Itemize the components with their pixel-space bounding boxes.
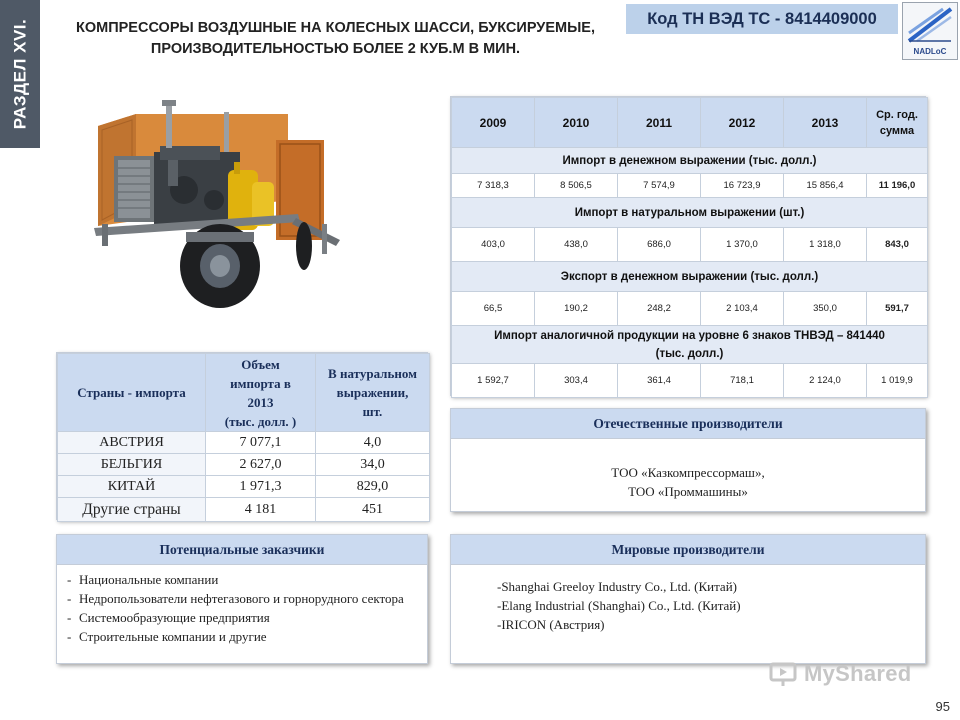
section-title: Импорт в натуральном выражении (шт.) — [452, 198, 928, 228]
value-cell: 248,2 — [618, 292, 701, 326]
domestic-producers-list — [451, 439, 925, 501]
year-header: 2012 — [701, 98, 784, 148]
value-cell: 1 370,0 — [701, 228, 784, 262]
section-title-line-1: Импорт аналогичной продукции на уровне 6 знаков ТНВЭД – 841440 — [494, 329, 885, 342]
country-name: КИТАЙ — [58, 476, 206, 498]
average-cell: 1 019,9 — [867, 364, 928, 398]
customers-list — [57, 565, 427, 646]
value-cell: 8 506,5 — [535, 174, 618, 198]
logo-emblem-icon — [903, 3, 957, 47]
values-row — [452, 228, 928, 262]
country-name: АВСТРИЯ — [58, 432, 206, 454]
country-row — [58, 454, 430, 476]
page-title — [48, 18, 623, 60]
section-title: Импорт в денежном выражении (тыс. долл.) — [452, 148, 928, 174]
volume-header-line: импорта в — [230, 375, 291, 391]
value-cell: 1 592,7 — [452, 364, 535, 398]
country-name: БЕЛЬГИЯ — [58, 454, 206, 476]
potential-customers-box — [56, 534, 428, 664]
watermark-text: MyShared — [804, 661, 912, 686]
section-title-line-2: (тыс. долл.) — [655, 347, 724, 360]
value-cell: 15 856,4 — [784, 174, 867, 198]
tnved-code-label: Код ТН ВЭД ТС - 8414409000 — [647, 9, 877, 28]
quantity-header-line: В натуральном — [328, 366, 417, 381]
country-column-header: Страны - импорта — [58, 354, 206, 432]
average-cell: 11 196,0 — [867, 174, 928, 198]
world-producers-box — [450, 534, 926, 664]
logo-label: NADLoC — [913, 47, 947, 56]
country-row — [58, 432, 430, 454]
table-header-row — [452, 98, 928, 148]
section-tag — [0, 0, 40, 148]
world-producers-title: Мировые производители — [451, 535, 925, 565]
average-header-line-2: сумма — [879, 124, 915, 137]
volume-header-line: (тыс. долл. ) — [224, 413, 297, 429]
country-row — [58, 476, 430, 498]
trade-statistics-table — [450, 96, 926, 396]
value-cell: 718,1 — [701, 364, 784, 398]
value-cell: 7 574,9 — [618, 174, 701, 198]
section-tag-label: РАЗДЕЛ XVI. — [10, 18, 29, 130]
value-cell: 66,5 — [452, 292, 535, 326]
quantity-column-header — [316, 354, 430, 432]
slideshow-icon — [768, 659, 798, 689]
page-title-line-1: КОМПРЕССОРЫ ВОЗДУШНЫЕ НА КОЛЕСНЫХ ШАССИ, БУКСИРУЕМЫЕ, — [76, 20, 595, 36]
value-cell: 350,0 — [784, 292, 867, 326]
value-cell: 190,2 — [535, 292, 618, 326]
values-row — [452, 174, 928, 198]
year-header: 2013 — [784, 98, 867, 148]
value-cell: 7 318,3 — [452, 174, 535, 198]
quantity-header-line: шт. — [362, 404, 383, 419]
country-quantity: 34,0 — [316, 454, 430, 476]
value-cell: 438,0 — [535, 228, 618, 262]
world-producer-item: -Shanghai Greeloy Industry Co., Ltd. (Китай) — [497, 579, 737, 594]
country-quantity: 4,0 — [316, 432, 430, 454]
year-header: 2009 — [452, 98, 535, 148]
page-title-line-2: ПРОИЗВОДИТЕЛЬНОСТЬЮ БОЛЕЕ 2 КУБ.М В МИН. — [150, 41, 521, 57]
value-cell: 2 103,4 — [701, 292, 784, 326]
customer-item: - Национальные компании — [67, 570, 419, 589]
quantity-header-line: выражении, — [336, 385, 409, 400]
country-volume: 4 181 — [206, 498, 316, 522]
world-producers-list — [451, 565, 925, 634]
domestic-producers-box — [450, 408, 926, 512]
country-quantity: 829,0 — [316, 476, 430, 498]
volume-header-line: Объем — [241, 356, 280, 372]
average-cell: 843,0 — [867, 228, 928, 262]
value-cell: 303,4 — [535, 364, 618, 398]
myshared-watermark — [768, 656, 928, 692]
country-quantity: 451 — [316, 498, 430, 522]
compressor-machine-image — [88, 96, 344, 312]
value-cell: 1 318,0 — [784, 228, 867, 262]
value-cell: 2 124,0 — [784, 364, 867, 398]
average-header — [867, 98, 928, 148]
countries-header-row — [58, 354, 430, 432]
value-cell: 16 723,9 — [701, 174, 784, 198]
values-row — [452, 364, 928, 398]
domestic-producers-title: Отечественные производители — [451, 409, 925, 439]
value-cell: 361,4 — [618, 364, 701, 398]
customer-item: - Недропользователи нефтегазового и горнорудного сектора — [67, 589, 419, 608]
country-volume: 2 627,0 — [206, 454, 316, 476]
nadloc-logo — [902, 2, 958, 60]
section-title: Экспорт в денежном выражении (тыс. долл.) — [452, 262, 928, 292]
value-cell: 403,0 — [452, 228, 535, 262]
average-header-line-1: Ср. год. — [876, 108, 918, 121]
producer-item: ТОО «Проммашины» — [628, 484, 748, 499]
page-number: 95 — [935, 699, 950, 714]
section-row — [452, 148, 928, 174]
potential-customers-title: Потенциальные заказчики — [57, 535, 427, 565]
year-header: 2011 — [618, 98, 701, 148]
world-producer-item: -Elang Industrial (Shanghai) Co., Ltd. (Китай) — [497, 598, 741, 613]
volume-column-header — [206, 354, 316, 432]
country-row — [58, 498, 430, 522]
country-volume: 7 077,1 — [206, 432, 316, 454]
section-row — [452, 326, 928, 364]
year-header: 2010 — [535, 98, 618, 148]
average-cell: 591,7 — [867, 292, 928, 326]
customer-item: - Системообразующие предприятия — [67, 608, 419, 627]
import-countries-table — [56, 352, 428, 520]
section-title — [452, 326, 928, 364]
section-row — [452, 198, 928, 228]
producer-item: ТОО «Казкомпрессормаш», — [611, 465, 765, 480]
value-cell: 686,0 — [618, 228, 701, 262]
values-row — [452, 292, 928, 326]
tnved-code-badge — [626, 4, 898, 34]
country-name: Другие страны — [58, 498, 206, 522]
country-volume: 1 971,3 — [206, 476, 316, 498]
volume-header-line: 2013 — [247, 394, 274, 410]
section-row — [452, 262, 928, 292]
world-producer-item: -IRICON (Австрия) — [497, 617, 605, 632]
customer-item: - Строительные компании и другие — [67, 627, 419, 646]
